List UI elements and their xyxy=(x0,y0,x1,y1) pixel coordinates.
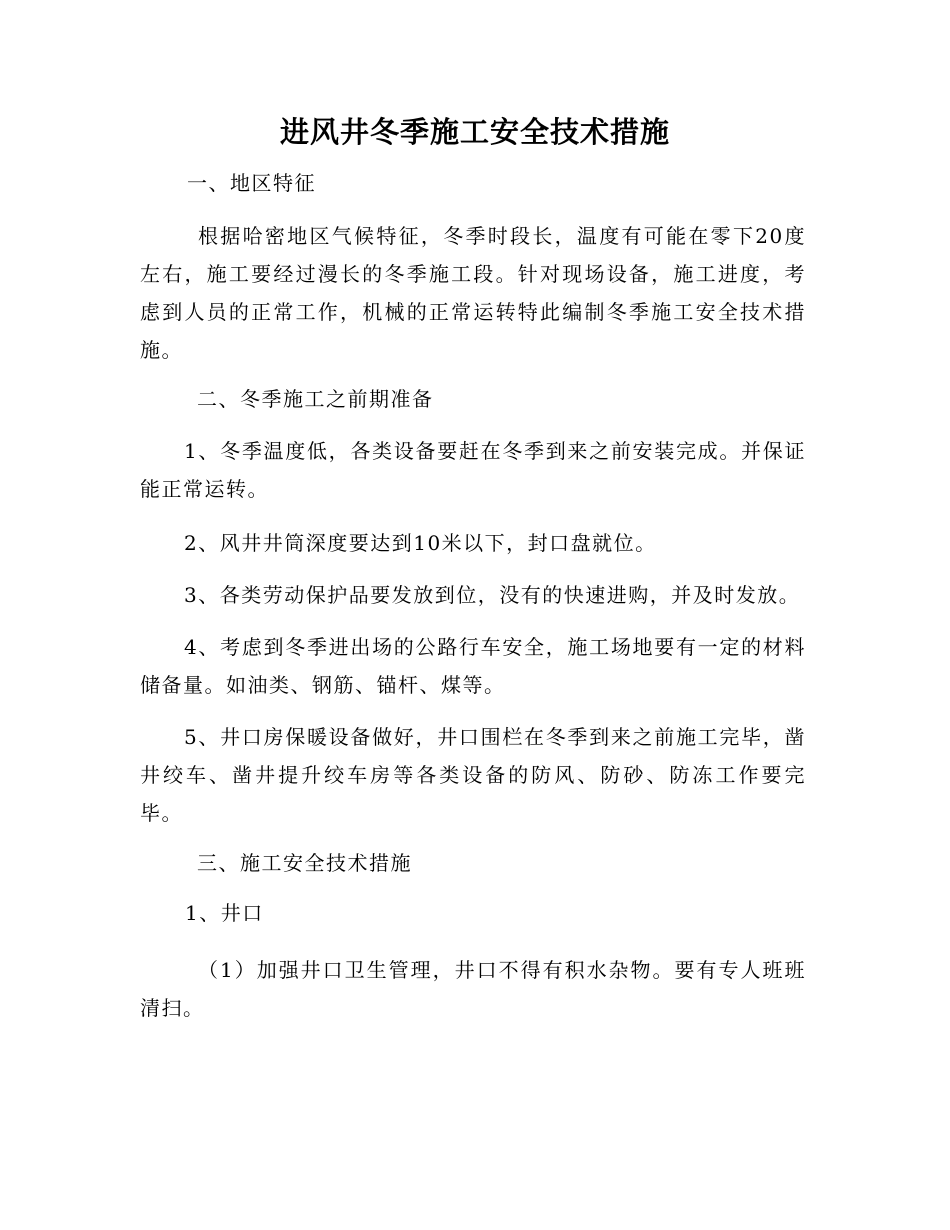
paragraph-climate: 根据哈密地区气候特征，冬季时段长，温度有可能在零下20度左右，施工要经过漫长的冬季施工段。针对现场设备，施工进度，考虑到人员的正常工作，机械的正常运转特此编制冬季施工安全技术措施。 xyxy=(140,224,806,362)
section-heading-preparation: 二、冬季施工之前期准备 xyxy=(197,387,434,411)
paragraph-prep-item-1: 1、冬季温度低，各类设备要赶在冬季到来之前安装完成。并保证能正常运转。 xyxy=(140,439,806,501)
paragraph-prep-item-4: 4、考虑到冬季进出场的公路行车安全，施工场地要有一定的材料储备量。如油类、钢筋、锚杆、煤等。 xyxy=(140,635,806,697)
section-heading-region-features: 一、地区特征 xyxy=(187,171,316,195)
document-title: 进风井冬季施工安全技术措施 xyxy=(279,115,670,149)
paragraph-prep-item-3: 3、各类劳动保护品要发放到位，没有的快速进购，并及时发放。 xyxy=(184,583,801,607)
subsection-heading-wellhead: 1、井口 xyxy=(185,901,264,925)
section-heading-safety-measures: 三、施工安全技术措施 xyxy=(197,851,412,875)
paragraph-wellhead-item-1: （1）加强井口卫生管理，井口不得有积水杂物。要有专人班班清扫。 xyxy=(140,958,806,1020)
paragraph-prep-item-5: 5、井口房保暖设备做好，井口围栏在冬季到来之前施工完毕，凿井绞车、凿井提升绞车房等各类设备的防风、防砂、防冻工作要完毕。 xyxy=(140,725,806,825)
paragraph-prep-item-2: 2、风井井筒深度要达到10米以下，封口盘就位。 xyxy=(184,531,657,555)
